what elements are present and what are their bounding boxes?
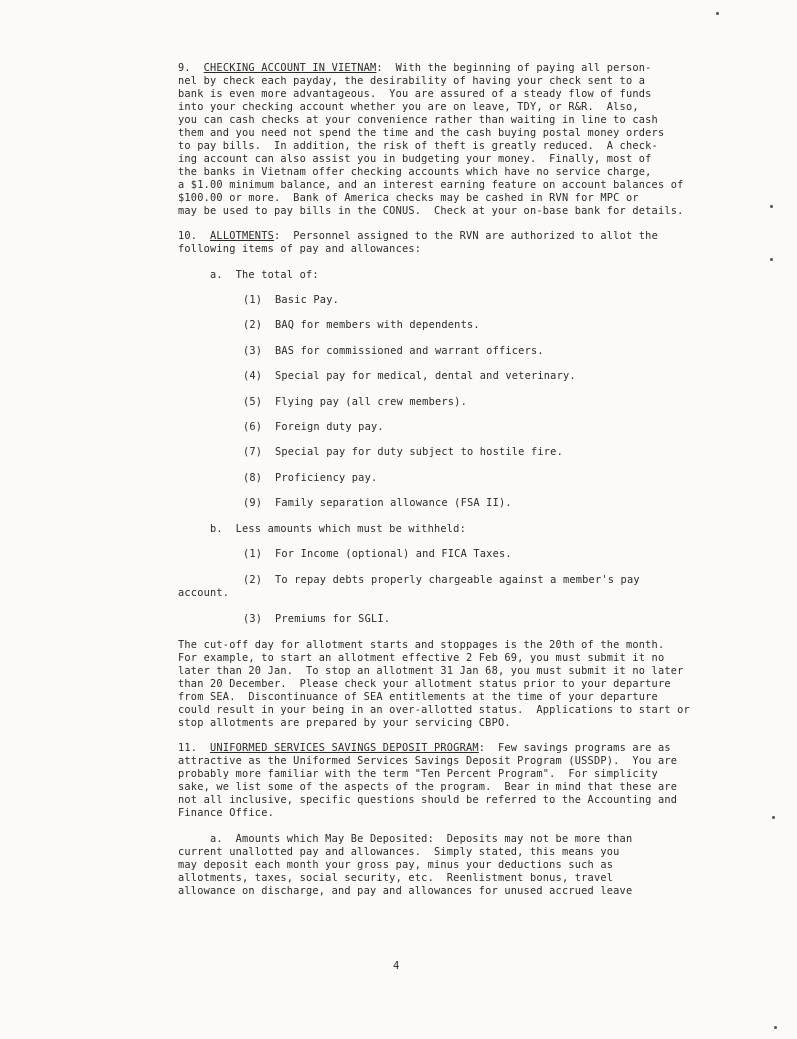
sec11-a-line: may deposit each month your gross pay, minus your deductions such as xyxy=(178,859,614,871)
sec10-a-item: (9) Family separation allowance (FSA II). xyxy=(243,497,512,509)
sec9-line: bank is even more advantageous. You are assured of a steady flow of funds xyxy=(178,88,652,100)
sec10-a-item: (6) Foreign duty pay. xyxy=(243,421,384,433)
sec10-first-line xyxy=(178,230,658,243)
sec9-line: ing account can also assist you in budgeting your money. Finally, most of xyxy=(178,153,652,165)
sec10-number: 10. xyxy=(178,230,198,242)
cutoff-line: could result in your being in an over-allotted status. Applications to start or xyxy=(178,704,690,716)
sec11-first-rest: : Few savings programs are as xyxy=(478,742,671,754)
scan-speck xyxy=(770,258,773,261)
scan-speck xyxy=(770,205,773,208)
sec9-line: the banks in Vietnam offer checking accounts which have no service charge, xyxy=(178,166,652,178)
sec9-heading: CHECKING ACCOUNT IN VIETNAM xyxy=(203,62,377,74)
sec11-a-line: allotments, taxes, social security, etc. Reenlistment bonus, travel xyxy=(178,872,614,884)
sec9-line: nel by check each payday, the desirability of having your check sent to a xyxy=(178,75,646,87)
sec11-line: not all inclusive, specific questions should be referred to the Accounting and xyxy=(178,794,678,806)
sec10-b-item: (2) To repay debts properly chargeable against a member's pay xyxy=(243,574,640,586)
cutoff-line: stop allotments are prepared by your servicing CBPO. xyxy=(178,717,511,729)
sec9-first-line xyxy=(178,62,652,75)
sec10-a-item: (2) BAQ for members with dependents. xyxy=(243,319,480,331)
cutoff-line: The cut-off day for allotment starts and stoppages is the 20th of the month. xyxy=(178,639,665,651)
page-number: 4 xyxy=(393,960,400,972)
sec11-a-line: allowance on discharge, and pay and allowances for unused accrued leave xyxy=(178,885,633,897)
sec10-a-label: a. The total of: xyxy=(210,269,319,281)
sec10-a-item: (3) BAS for commissioned and warrant officers. xyxy=(243,345,544,357)
sec10-b-item-cont: account. xyxy=(178,587,230,599)
sec10-heading: ALLOTMENTS xyxy=(210,230,275,242)
sec10-first-rest: : Personnel assigned to the RVN are authorized to allot the xyxy=(274,230,658,242)
sec10-a-item: (8) Proficiency pay. xyxy=(243,472,378,484)
sec9-line: may be used to pay bills in the CONUS. Check at your on-base bank for details. xyxy=(178,205,684,217)
sec11-heading: UNIFORMED SERVICES SAVINGS DEPOSIT PROGRAM xyxy=(210,742,479,754)
sec9-line: to pay bills. In addition, the risk of theft is greatly reduced. A check- xyxy=(178,140,658,152)
sec9-line: into your checking account whether you are on leave, TDY, or R&R. Also, xyxy=(178,101,639,113)
sec10-b-item: (1) For Income (optional) and FICA Taxes. xyxy=(243,548,512,560)
sec10-b-label: b. Less amounts which must be withheld: xyxy=(210,523,466,535)
sec10-a-item: (7) Special pay for duty subject to hostile fire. xyxy=(243,446,563,458)
sec11-number: 11. xyxy=(178,742,198,754)
cutoff-line: later than 20 Jan. To stop an allotment 31 Jan 68, you must submit it no later xyxy=(178,665,684,677)
sec10-b-item: (3) Premiums for SGLI. xyxy=(243,613,391,625)
sec11-line: Finance Office. xyxy=(178,807,274,819)
sec10-a-item: (4) Special pay for medical, dental and veterinary. xyxy=(243,370,576,382)
sec11-line: sake, we list some of the aspects of the program. Bear in mind that these are xyxy=(178,781,678,793)
scan-speck xyxy=(772,816,775,819)
sec11-line: probably more familiar with the term "Ten Percent Program". For simplicity xyxy=(178,768,658,780)
scan-speck xyxy=(716,12,719,15)
sec9-line: a $1.00 minimum balance, and an interest earning feature on account balances of xyxy=(178,179,684,191)
sec11-first-line xyxy=(178,742,671,755)
scan-speck xyxy=(774,1026,777,1029)
cutoff-line: from SEA. Discontinuance of SEA entitlements at the time of your departure xyxy=(178,691,658,703)
sec11-a-line: current unallotted pay and allowances. Simply stated, this means you xyxy=(178,846,620,858)
sec11-line: attractive as the Uniformed Services Savings Deposit Program (USSDP). You are xyxy=(178,755,678,767)
sec9-line: them and you need not spend the time and the cash buying postal money orders xyxy=(178,127,665,139)
sec11-a-line: a. Amounts which May Be Deposited: Deposits may not be more than xyxy=(210,833,633,845)
cutoff-line: For example, to start an allotment effective 2 Feb 69, you must submit it no xyxy=(178,652,665,664)
sec9-number: 9. xyxy=(178,62,191,74)
sec10-a-item: (1) Basic Pay. xyxy=(243,294,339,306)
sec10-line: following items of pay and allowances: xyxy=(178,243,422,255)
sec9-line: $100.00 or more. Bank of America checks may be cashed in RVN for MPC or xyxy=(178,192,639,204)
sec9-first-rest: : With the beginning of paying all person- xyxy=(376,62,652,74)
sec10-a-item: (5) Flying pay (all crew members). xyxy=(243,396,467,408)
cutoff-line: than 20 December. Please check your allotment status prior to your departure xyxy=(178,678,671,690)
sec9-line: you can cash checks at your convenience rather than waiting in line to cash xyxy=(178,114,658,126)
